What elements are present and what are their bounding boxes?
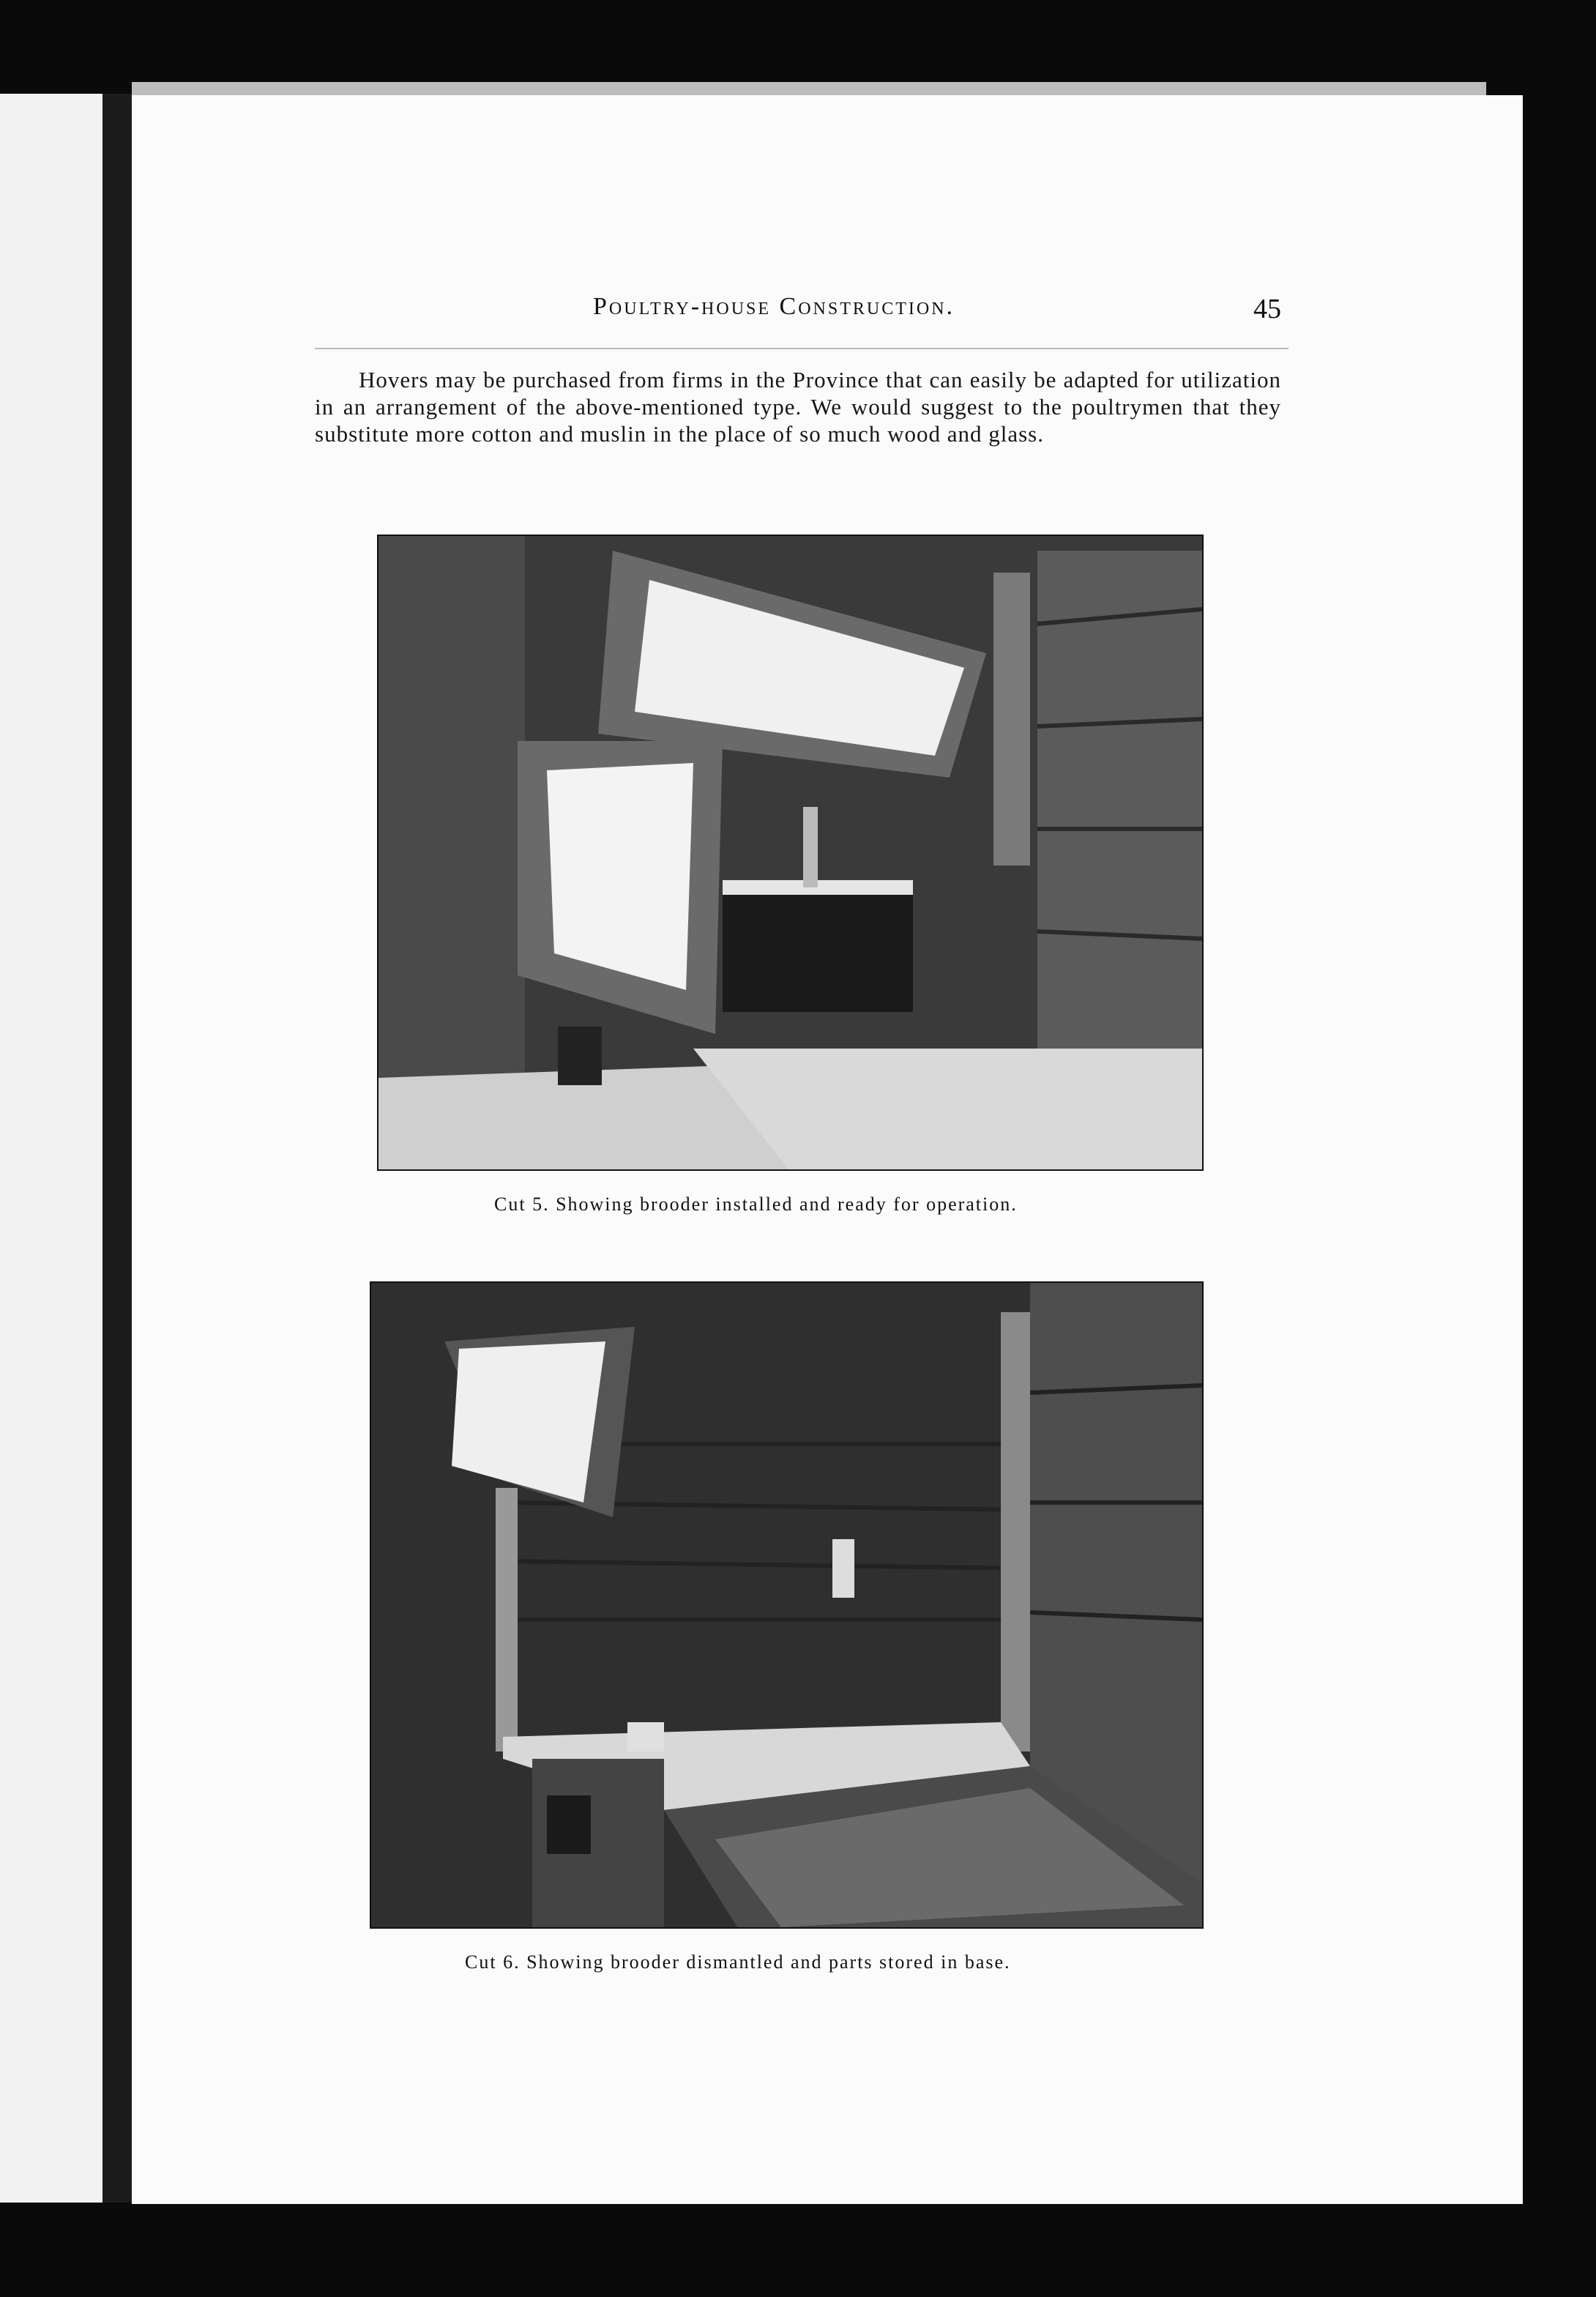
figure-caption-cut6: Cut 6. Showing brooder dismantled and parts stored in base. [465,1951,1011,1973]
brooder-dismantled-photo [370,1281,1204,1929]
body-paragraph: Hovers may be purchased from firms in the Province that can easily be adapted for utilization in an arrangement of the above-mentioned type. We would suggest to the poultrymen that they substitute more cotton and muslin in the place of so much wood and glass. [315,367,1281,447]
book-gutter [102,94,132,2203]
page-number: 45 [1253,294,1281,324]
header-rule [315,348,1289,349]
facing-page-edge [0,94,102,2203]
running-head [476,293,1289,330]
figure-caption-cut5: Cut 5. Showing brooder installed and ready for operation. [494,1194,1018,1215]
brooder-installed-photo [377,535,1204,1171]
running-title: Poultry-house Construction. [593,293,955,320]
page-top-edge [132,82,1486,97]
